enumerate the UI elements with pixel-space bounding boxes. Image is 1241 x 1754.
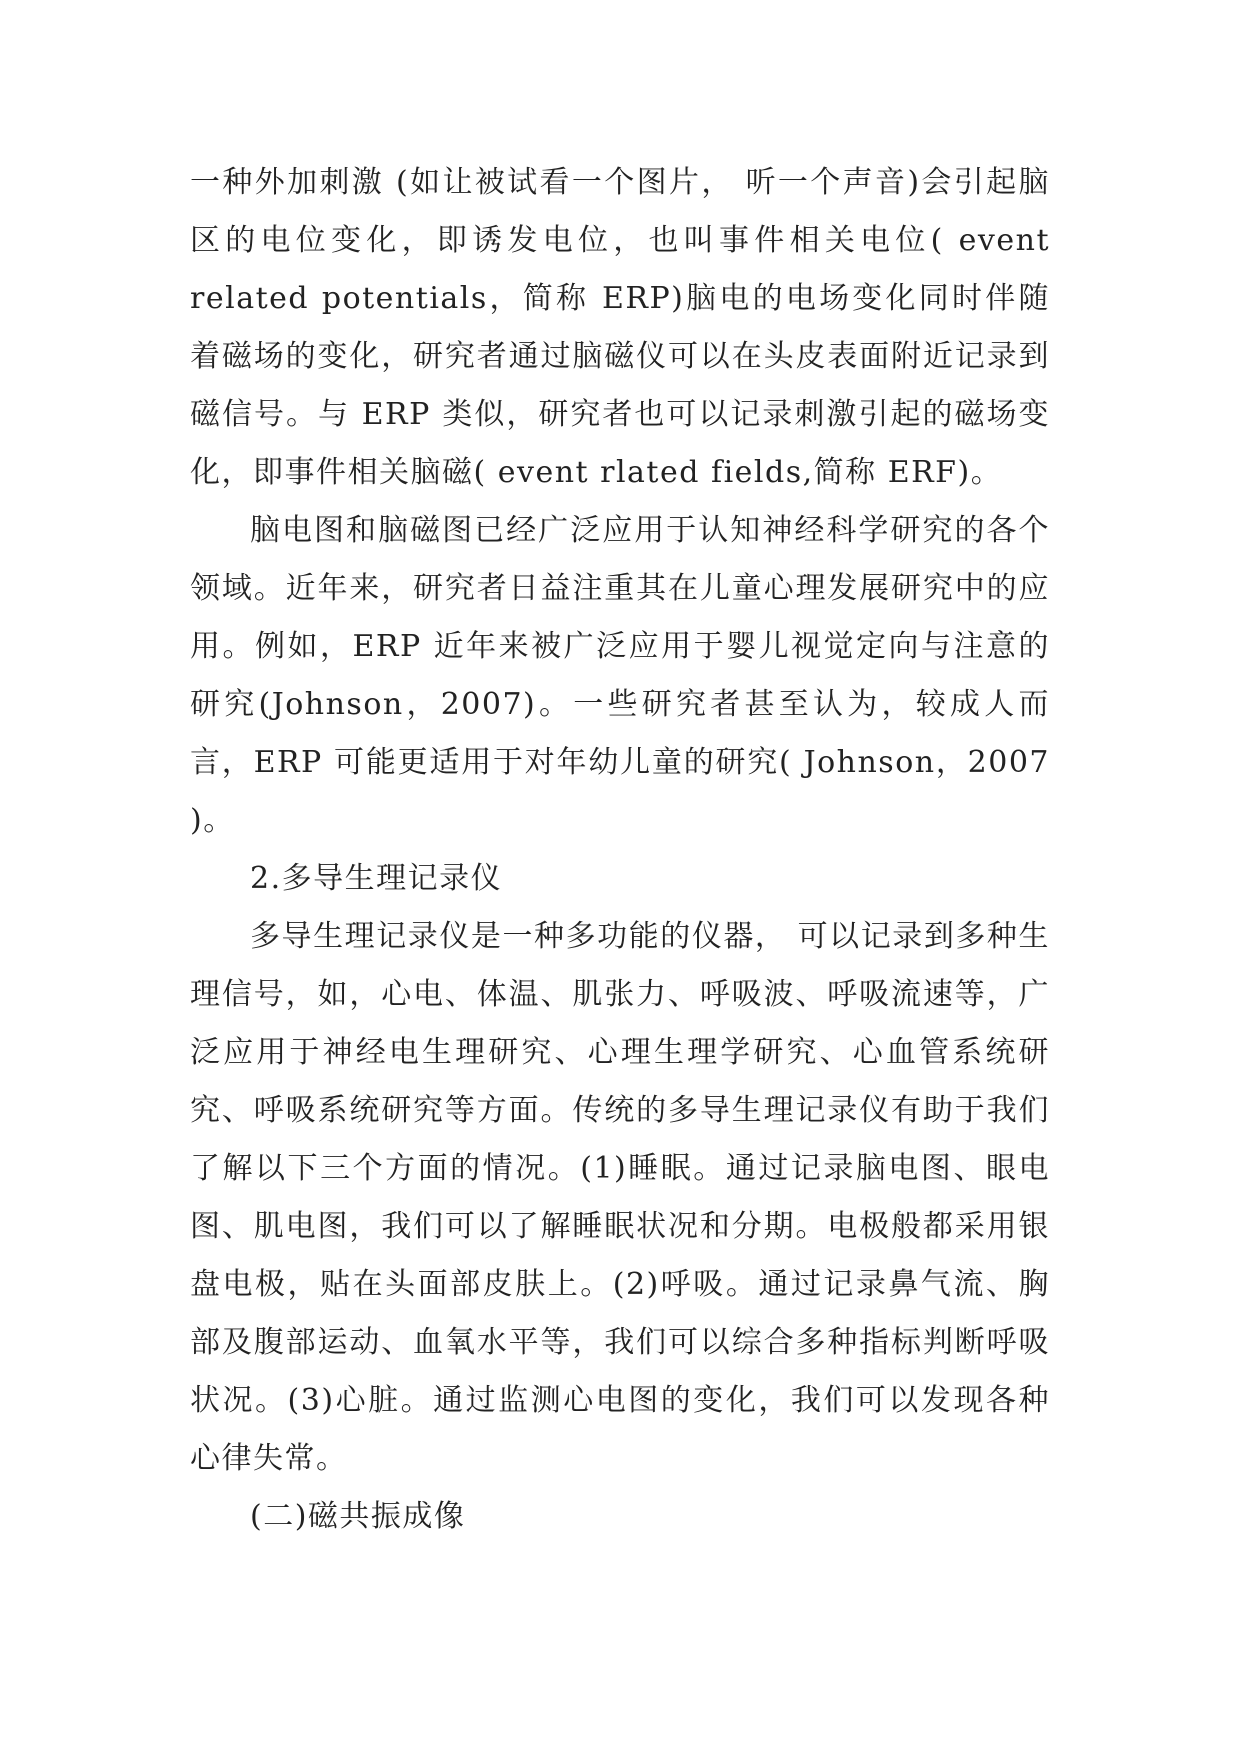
paragraph-polygraph-description: 多导生理记录仪是一种多功能的仪器， 可以记录到多种生理信号，如，心电、体温、肌张力、呼吸波、呼吸流速等，广泛应用于神经电生理研究、心理生理学研究、心血管系统研究、呼吸系统研究等方面。传统的多导生理记录仪有助于我们了解以下三个方面的情况。(1)睡眠。通过记录脑电图、眼电图、肌电图，我们可以了解睡眠状况和分期。电极般都采用银盘电极，贴在头面部皮肤上。(2)呼吸。通过记录鼻气流、胸部及腹部运动、血氧水平等，我们可以综合多种指标判断呼吸状况。(3)心脏。通过监测心电图的变化，我们可以发现各种心律失常。 [190,919,1050,1476]
section-heading-mri: (二)磁共振成像 [250,1499,466,1534]
section-heading-polygraph: 2.多导生理记录仪 [250,861,503,896]
document-body [190,154,1050,1546]
paragraph-erp-intro: 一种外加刺激 (如让被试看一个图片， 听一个声音)会引起脑区的电位变化，即诱发电位，也叫事件相关电位( event related potentials，简称 ERP)脑电的电场变化同时伴随着磁场的变化，研究者通过脑磁仪可以在头皮表面附近记录到磁信号。与 ERP 类似，研究者也可以记录刺激引起的磁场变化，即事件相关脑磁( event rlated fields,简称 ERF)。 [190,165,1050,490]
paragraph-eeg-meg-applications: 脑电图和脑磁图已经广泛应用于认知神经科学研究的各个领域。近年来，研究者日益注重其在儿童心理发展研究中的应用。例如，ERP 近年来被广泛应用于婴儿视觉定向与注意的研究(Johnson，2007)。一些研究者甚至认为，较成人而言，ERP 可能更适用于对年幼儿童的研究( Johnson，2007 )。 [190,513,1050,838]
